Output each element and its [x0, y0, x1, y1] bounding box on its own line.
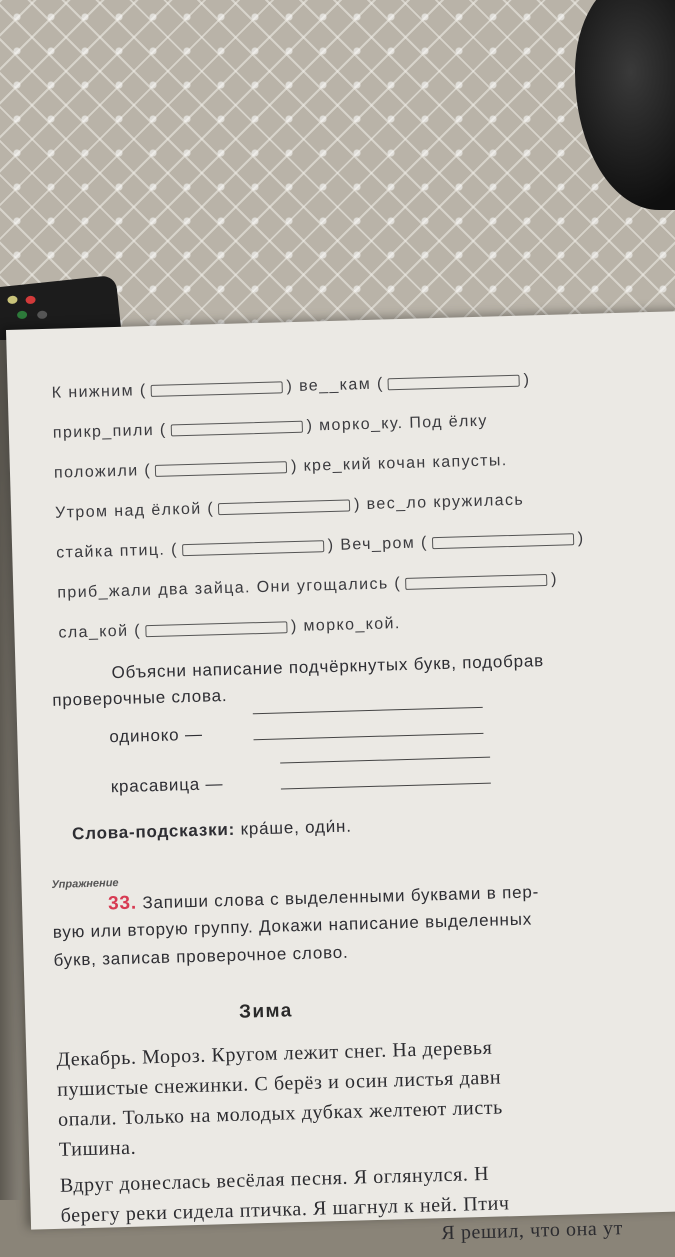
line-text: кре_кий кочан капусты.	[303, 452, 508, 475]
answer-line	[280, 757, 490, 764]
story-title: Зима	[238, 1000, 293, 1023]
remote-button	[37, 310, 48, 319]
paren-blank: ( )	[134, 617, 304, 640]
answer-line	[253, 707, 483, 714]
book-page	[6, 310, 675, 1245]
story-line-5: Вдруг донеслась весёлая песня. Я оглянулся. Н	[59, 1162, 490, 1197]
paren-blank: ( )	[159, 417, 320, 439]
text-line-4	[55, 492, 524, 523]
story-line-4: Тишина.	[58, 1136, 137, 1161]
line-text: вес_ло кружилась	[366, 491, 525, 513]
text-line-6	[57, 571, 558, 603]
word-krasavitsa: красавица —	[110, 774, 224, 797]
remote-button	[25, 295, 36, 304]
line-text: сла_кой	[58, 622, 129, 642]
paren-blank: ( )	[394, 570, 559, 593]
text-line-5	[56, 530, 585, 563]
exercise-label: Упражнение	[51, 877, 119, 891]
paren-blank: ( )	[376, 371, 531, 393]
line-text: К нижним	[51, 382, 135, 402]
hint-line	[72, 817, 352, 845]
text-line-3	[54, 452, 508, 483]
line-text: морко_кой.	[303, 615, 401, 635]
line-text: приб_жали два зайца. Они угощались	[57, 575, 389, 602]
exercise-line: Запиши слова с выделенными буквами в пер-	[142, 882, 540, 913]
paren-blank: ( )	[420, 529, 585, 552]
exercise-text-3: букв, записав проверочное слово.	[53, 942, 349, 970]
text-line-1	[52, 371, 531, 402]
hint-label: Слова-подсказки:	[71, 819, 236, 844]
story-line-6: берегу реки сидела птичка. Я шагнул к ней. Птич	[60, 1192, 510, 1227]
task-instruction-cont: проверочные слова.	[52, 685, 228, 710]
hint-words: кра́ше, оди́н.	[240, 816, 352, 839]
line-text: положили	[53, 462, 139, 482]
paren-blank: ( )	[170, 536, 341, 559]
story-line-2: пушистые снежинки. С берёз и осин листья давн	[56, 1066, 502, 1101]
word-odinoko: одиноко —	[109, 724, 203, 747]
remote-button	[7, 295, 18, 304]
story-line-7: Я решил, что она ут	[441, 1217, 624, 1245]
paren-blank: ( )	[207, 496, 367, 518]
text-line-7	[58, 615, 401, 643]
paren-blank: ( )	[144, 457, 304, 480]
exercise-number: 33.	[107, 892, 138, 915]
remote-button	[17, 310, 28, 319]
line-text: прикр_пили	[52, 421, 155, 442]
story-line-3: опали. Только на молодых дубках желтеют листь	[57, 1096, 504, 1131]
line-text: ве__кам	[298, 375, 372, 395]
answer-line	[281, 783, 491, 790]
answer-line	[254, 733, 484, 740]
line-text: Веч_ром	[340, 534, 416, 554]
text-line-2	[53, 413, 488, 443]
exercise-text-2: вую или вторую группу. Докажи написание выделенных	[52, 909, 533, 942]
paren-blank: ( )	[139, 377, 300, 400]
line-text: стайка птиц.	[56, 541, 166, 562]
line-text: Утром над ёлкой	[54, 500, 202, 522]
task-instruction: Объясни написание подчёркнутых букв, подобрав	[111, 651, 545, 683]
story-line-1: Декабрь. Мороз. Кругом лежит снег. На деревья	[56, 1036, 493, 1071]
line-text: морко_ку. Под ёлку	[318, 412, 488, 435]
